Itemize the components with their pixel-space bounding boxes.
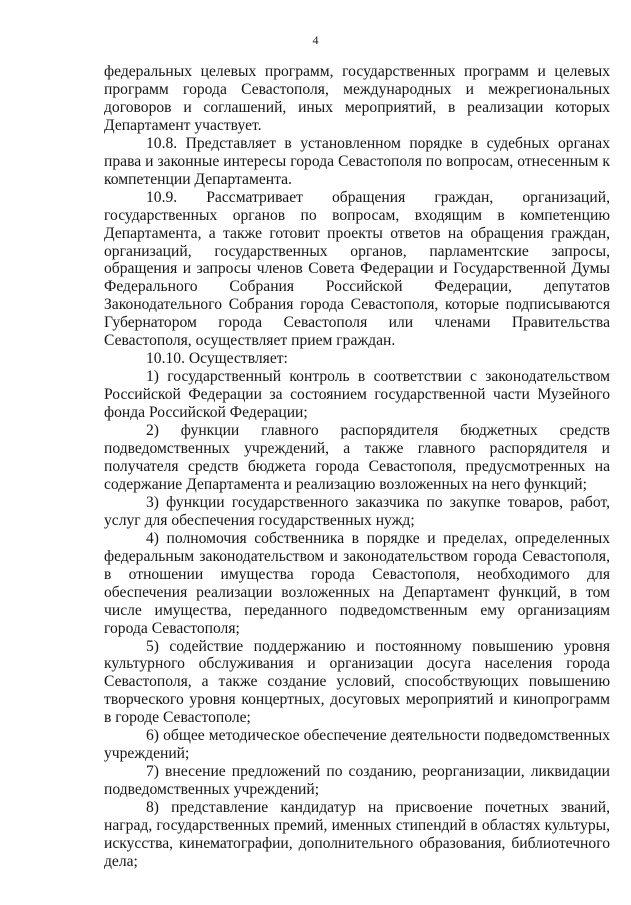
paragraph-continuation: федеральных целевых программ, государственных программ и целевых программ города Севастополя, международных и межрегиональных договоров и соглашений, иных мероприятий, в реализации которых Департамент участвует. [104,63,610,134]
list-item-7: 7) внесение предложений по созданию, реорганизации, ликвидации подведомственных учреждений; [104,763,610,799]
list-item-6: 6) общее методическое обеспечение деятельности подведомственных учреждений; [104,727,610,763]
document-body [104,63,610,871]
list-item-2: 2) функции главного распорядителя бюджетных средств подведомственных учреждений, а также главного распорядителя и получателя средств бюджета города Севастополя, предусмотренных на содержание Департамента и реализацию возложенных на него функций; [104,422,610,493]
list-item-5: 5) содействие поддержанию и постоянному повышению уровня культурного обслуживания и организации досуга населения города Севастополя, а также создание условий, способствующих повышению творческого уровня концертных, досуговых мероприятий и кинопрограмм в городе Севастополе; [104,637,610,727]
paragraph-10-9: 10.9. Рассматривает обращения граждан, организаций, государственных органов по вопросам, входящим в компетенцию Департамента, а также готовит проекты ответов на обращения граждан, организаций, государственных органов, парламентские запросы, обращения и запросы членов Совета Федерации и Государственной Думы Федерального Собрания Российской Федерации, депутатов Законодательного Собрания города Севастополя, которые подписываются Губернатором города Севастополя или членами Правительства Севастополя, осуществляет прием граждан. [104,188,610,350]
paragraph-10-10: 10.10. Осуществляет: [146,350,288,368]
list-item-3: 3) функции государственного заказчика по закупке товаров, работ, услуг для обеспечения государственных нужд; [104,493,610,529]
paragraph-10-8: 10.8. Представляет в установленном порядке в судебных органах права и законные интересы города Севастополя по вопросам, отнесенным к компетенции Департамента. [104,134,610,188]
page-number: 4 [312,33,319,47]
list-item-8: 8) представление кандидатур на присвоение почетных званий, наград, государственных премий, именных стипендий в областях культуры, искусства, кинематографии, дополнительного образования, библиотечного дела; [104,799,610,870]
list-item-4: 4) полномочия собственника в порядке и пределах, определенных федеральным законодательством и законодательством города Севастополя, в отношении имущества города Севастополя, необходимого для обеспечения реализации возложенных на Департамент функций, в том числе имущества, переданного подведомственным ему организациям города Севастополя; [104,529,610,637]
list-item-1: 1) государственный контроль в соответствии с законодательством Российской Федерации за состоянием государственной части Музейного фонда Российской Федерации; [104,368,610,422]
